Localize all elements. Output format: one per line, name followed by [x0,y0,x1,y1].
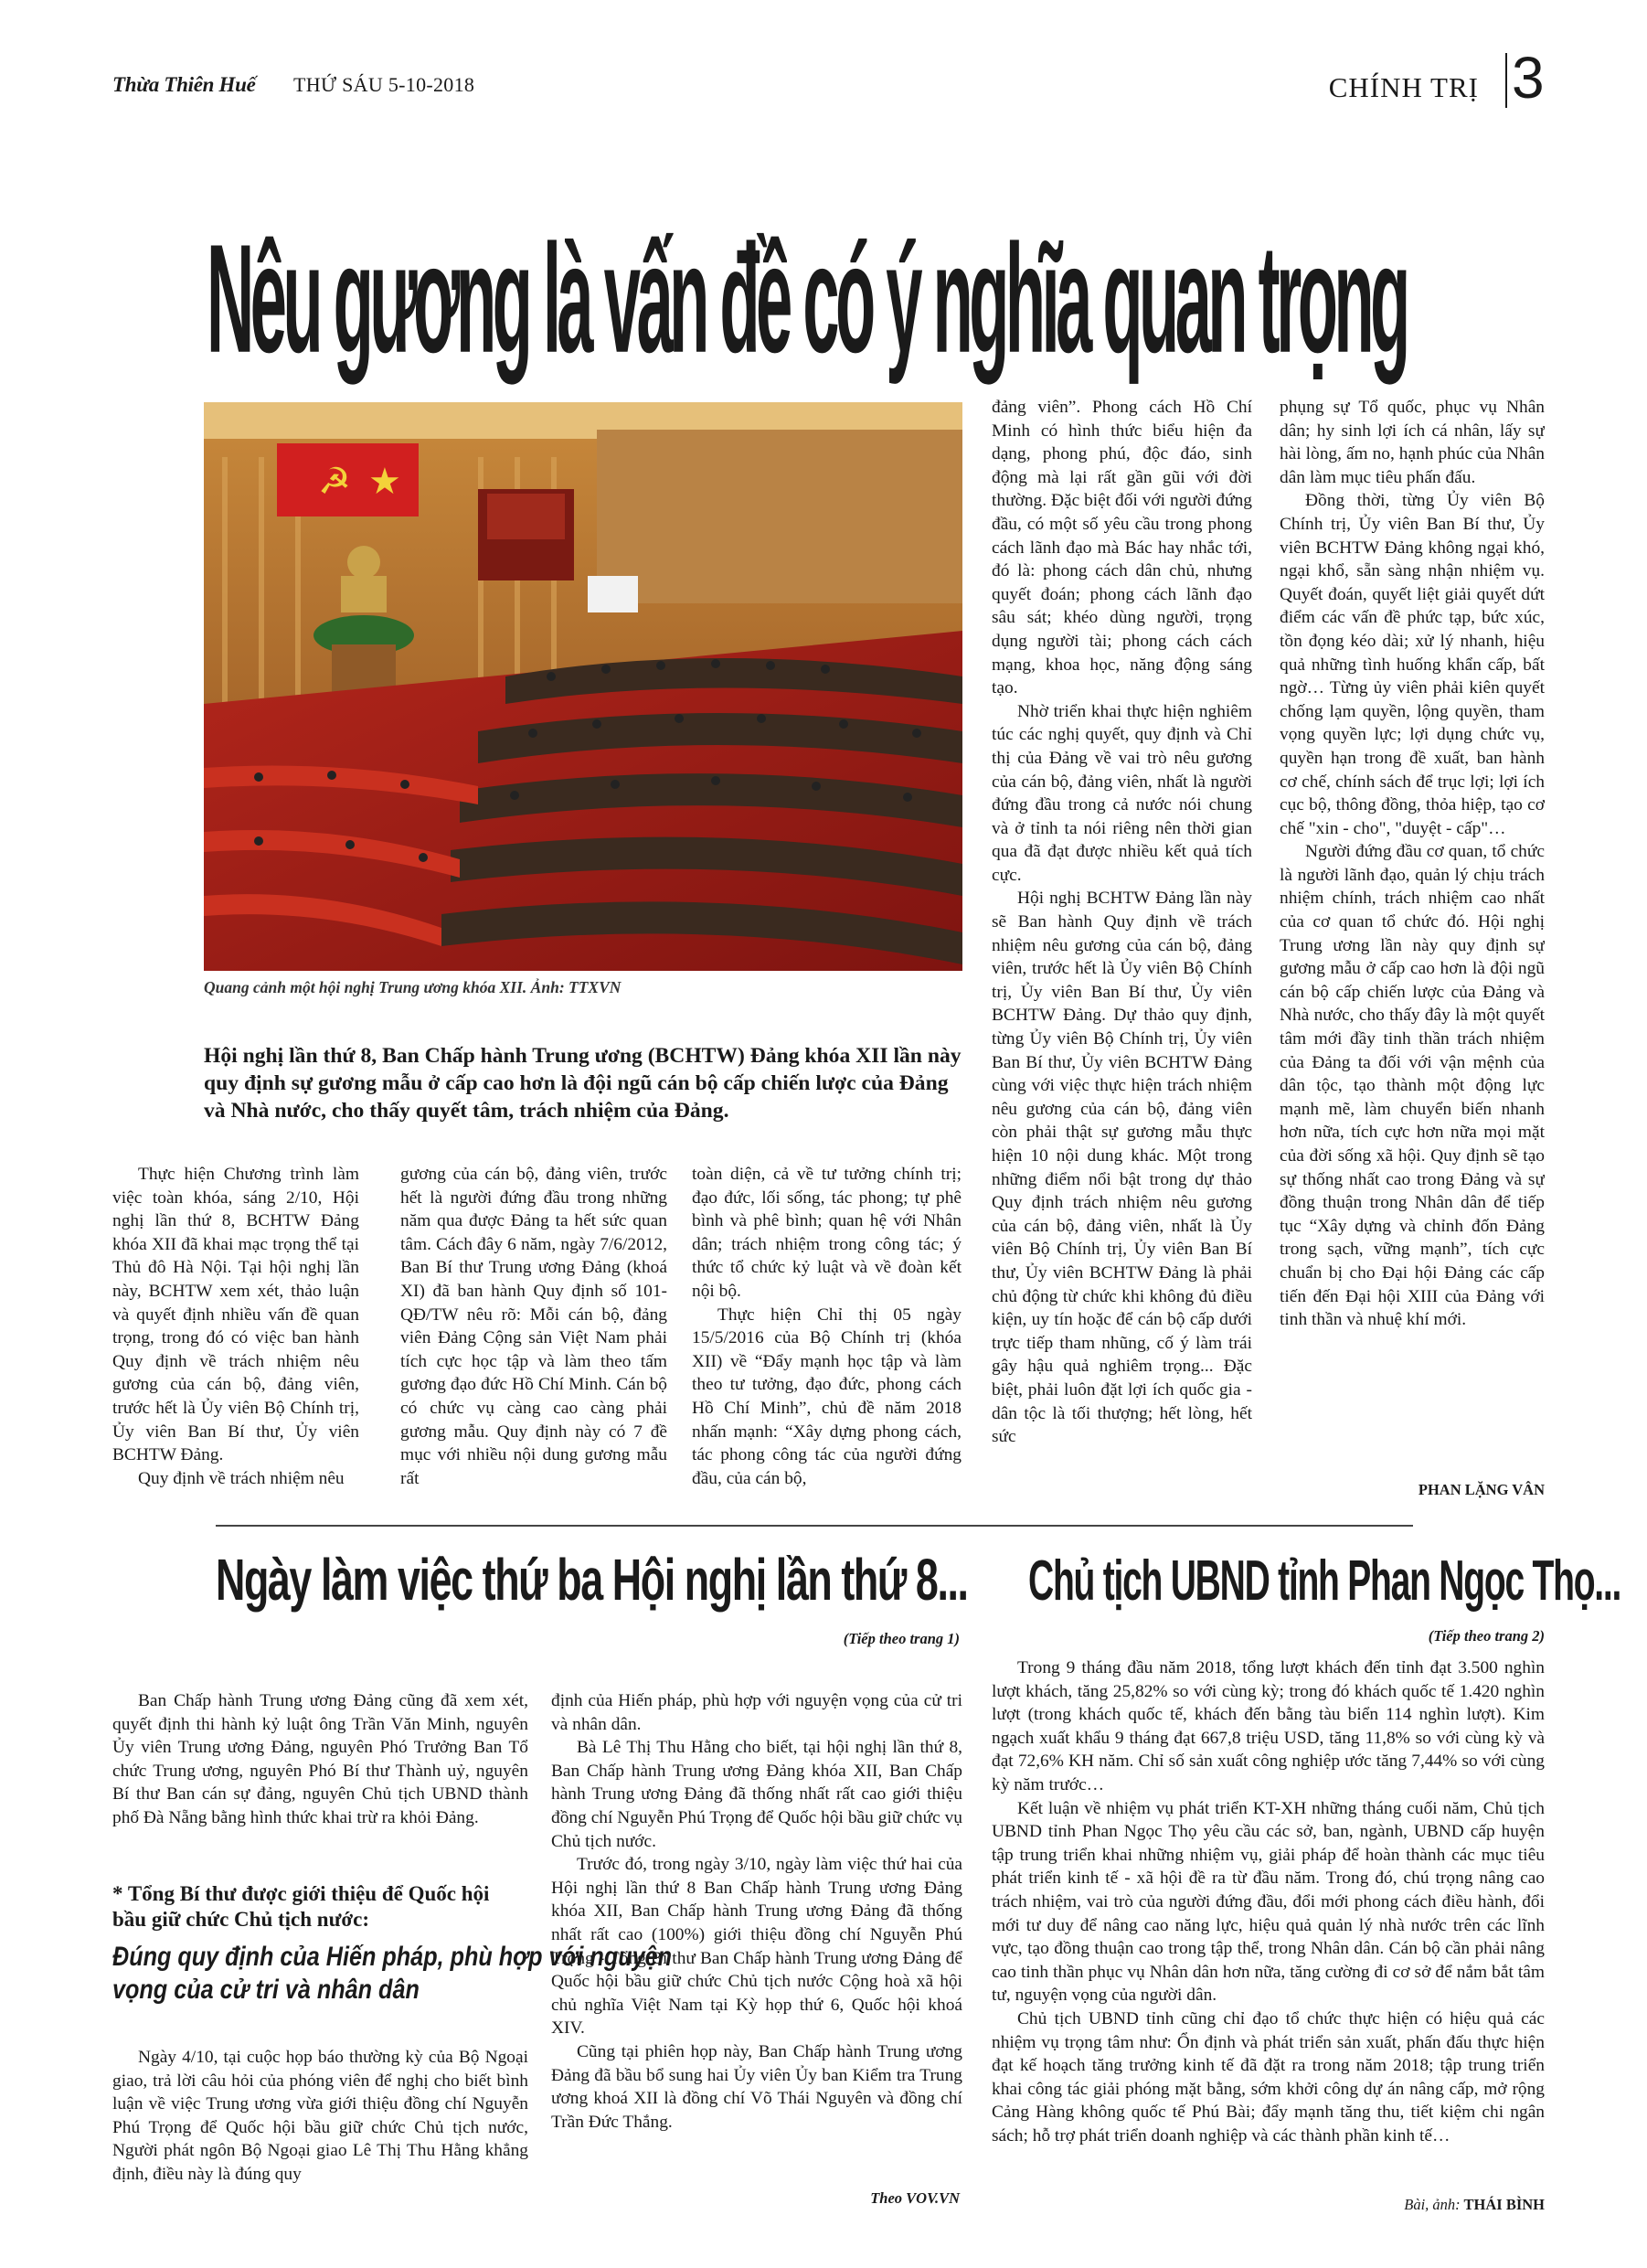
article-column-1 [112,1163,359,1519]
paper-name: Thừa Thiên Huế [112,73,256,96]
story2-column-1b [112,2046,528,2188]
paragraph: Ban Chấp hành Trung ương Đảng cũng đã xem xét, quyết định thi hành kỷ luật ông Trần Văn Minh, nguyên Ủy viên Trung ương Đảng, nguyên Phó Trưởng Ban Tổ chức Trung ương, nguyên Phó Bí thư Thành uỷ, nguyên Bí thư Ban cán sự đảng, nguyên Chủ tịch UBND thành phố Đà Nẵng bằng hình thức khai trừ ra khỏi Đảng. [112,1691,528,1827]
story3-column [992,1656,1545,2187]
story2-subhead: * Tổng Bí thư được giới thiệu để Quốc hội bầu giữ chức Chủ tịch nước: [112,1882,490,1931]
paragraph: toàn diện, cả về tư tưởng chính trị; đạo đức, lối sống, tác phong; tự phê bình và phê bình; quan hệ với Nhân dân; trách nhiệm trong công tác; ý thức tổ chức kỷ luật và về đoàn kết nội bộ. [692,1165,962,1301]
story2-title: Ngày làm việc thứ ba Hội nghị lần thứ 8... [216,1547,968,1613]
conference-photo [204,402,962,971]
paragraph: Thực hiện Chỉ thị 05 ngày 15/5/2016 của Bộ Chính trị (khóa XII) về “Đẩy mạnh học tập và làm theo tư tưởng, đạo đức, phong cách Hồ Chí Minh”, chủ đề năm 2018 nhấn mạnh: “Xây dựng phong cách, tác phong công tác của người đứng đầu, của cán bộ, [692,1304,962,1488]
article-column-2 [400,1163,667,1519]
paragraph: Cũng tại phiên họp này, Ban Chấp hành Trung ương Đảng đã bầu bổ sung hai Ủy viên Ủy ban Kiểm tra Trung ương khoá XII là đồng chí Võ Thái Nguyên và đồng chí Trần Đức Thắng. [551,2041,962,2132]
paragraph: Chủ tịch UBND tỉnh cũng chỉ đạo tổ chức thực hiện có hiệu quả các nhiệm vụ trọng tâm như: Ổn định và phát triển sản xuất, phấn đấu thực hiện đạt kế hoạch tăng trưởng kinh tế đã đặt ra trong năm 2018; tập trung triển khai công tác giải phóng mặt bằng, sớm khởi công dự án nâng cấp, mở rộng Cảng Hàng không quốc tế Phú Bài; đẩy mạnh tăng thu, tiết kiệm chi ngân sách; hỗ trợ phát triển doanh nghiệp và các thành phần kinh tế… [992,2008,1545,2146]
paragraph: Bà Lê Thị Thu Hằng cho biết, tại hội nghị lần thứ 8, Ban Chấp hành Trung ương Đảng khóa XII, Ban Chấp hành Trung ương Đảng đã thống nhất rất cao giới thiệu đồng chí Nguyễn Phú Trọng để Quốc hội bầu giữ chức vụ Chủ tịch nước. [551,1738,962,1851]
section-name: CHÍNH TRỊ [1328,71,1479,103]
paragraph: Nhờ triển khai thực hiện nghiêm túc các nghị quyết, quy định và Chỉ thị của Đảng về vai trò nêu gương của cán bộ, đảng viên, nhất là người đứng đầu trong cả nước nói chung và ở tỉnh ta nói riêng nên thời gian qua đã đạt được nhiều kết quả tích cực. [992,701,1252,885]
paragraph: Kết luận về nhiệm vụ phát triển KT-XH những tháng cuối năm, Chủ tịch UBND tỉnh Phan Ngọc Thọ yêu cầu các sở, ban, ngành, UBND cấp huyện tập trung triển khai những nhiệm vụ, giải pháp để hoàn thành các mục tiêu phát triển kinh tế - xã hội đề ra từ đầu năm. Trong đó, chú trọng nâng cao trách nhiệm, vai trò của người đứng đầu, đổi mới phong cách điều hành, đổi mới tư duy để nâng cao năng lực, hiệu quả quản lý nhà nước trên các lĩnh vực, tạo đồng thuận cao trong tập thể, trong Nhân dân. Cán bộ cần phải nâng cao tinh thần phục vụ Nhân dân hơn nữa, tăng cường đi cơ sở để nắm bắt tâm tư, nguyện vọng của người dân. [992,1798,1545,2006]
story2-subhead-title: Đúng quy định của Hiến pháp, phù hợp với nguyện vọng của cử tri và nhân dân [112,1942,673,2005]
story2-column-1 [112,1689,528,1872]
article-byline: PHAN LẶNG VÂN [1418,1481,1545,1498]
page-number: 3 [1512,45,1545,111]
story3-continued: (Tiếp theo trang 2) [1428,1627,1545,1645]
article-column-5 [1280,396,1545,1479]
story3-byline [1280,2196,1545,2214]
paragraph: đảng viên”. Phong cách Hồ Chí Minh có hình thức biểu hiện đa dạng, phong phú, độc đáo, sinh động mà lại rất gần gũi với đời thường. Đặc biệt đối với người đứng đầu, có một số yêu cầu trong phong cách lãnh đạo mà Bác hay nhắc tới, đó là: phong cách dân chủ, nhưng quyết đoán; phong cách lãnh đạo sâu sát; khéo dùng người, trọng dụng người tài; phong cách cách mạng, khoa học, năng động sáng tạo. [992,398,1252,698]
article-column-4 [992,396,1252,1520]
story3-title: Chủ tịch UBND tỉnh Phan Ngọc Thọ... [1028,1549,1621,1613]
article-lead: Hội nghị lần thứ 8, Ban Chấp hành Trung ương (BCHTW) Đảng khóa XII lần này quy định sự gương mẫu ở cấp cao hơn là đội ngũ cán bộ cấp chiến lược của Đảng và Nhà nước, cho thấy quyết tâm, trách nhiệm của Đảng. [204,1044,962,1123]
paragraph: Quy định về trách nhiệm nêu [138,1468,345,1488]
paragraph: phụng sự Tổ quốc, phục vụ Nhân dân; hy sinh lợi ích cá nhân, lấy sự hài lòng, ấm no, hạnh phúc của Nhân dân làm mục tiêu phấn đấu. [1280,398,1545,487]
paragraph: Thực hiện Chương trình làm việc toàn khóa, sáng 2/10, Hội nghị lần thứ 8, BCHTW Đảng khóa XII đã khai mạc trọng thể tại Thủ đô Hà Nội. Tại hội nghị lần này, BCHTW xem xét, thảo luận và quyết định nhiều vấn đề quan trọng, trong đó có việc ban hành Quy định về trách nhiệm nêu gương của cán bộ, đảng viên, trước hết là Ủy viên Bộ Chính trị, Ủy viên Ban Bí thư, Ủy viên BCHTW Đảng. [112,1165,359,1465]
masthead [112,73,474,97]
paragraph: Ngày 4/10, tại cuộc họp báo thường kỳ của Bộ Ngoại giao, trả lời câu hỏi của phóng viên để nghị cho biết bình luận về việc Trung ương vừa giới thiệu đồng chí Nguyễn Phú Trọng để Quốc hội bầu giữ chức Chủ tịch nước, Người phát ngôn Bộ Ngoại giao Lê Thị Thu Hằng khẳng định, điều này là đúng quy [112,2048,528,2184]
svg-text:★: ★ [368,461,401,503]
paragraph: Đồng thời, từng Ủy viên Bộ Chính trị, Ủy viên Ban Bí thư, Ủy viên BCHTW Đảng không ngại khó, ngại khổ, sẵn sàng nhận nhiệm vụ. Quyết đoán, quyết liệt giải quyết dứt điểm các vấn đề phức tạp, bức xúc, tồn đọng kéo dài; xử lý nhanh, hiệu quả những tình huống khẩn cấp, bất ngờ… Từng ủy viên phải kiên quyết chống lạm quyền, lộng quyền, tham vọng quyền lực; lợi dụng chức vụ, quyền hạn trong đề xuất, ban hành cơ chế, chính sách để trục lợi; lợi ích cục bộ, thông đồng, thỏa hiệp, tạo cơ chế "xin - cho", "duyệt - cấp"… [1280,491,1545,838]
story2-continued: (Tiếp theo trang 1) [843,1630,960,1647]
section-divider [216,1525,1413,1527]
article-column-3 [692,1163,962,1519]
paragraph: gương của cán bộ, đảng viên, trước hết là người đứng đầu trong những năm qua được Đảng ta hết sức quan tâm. Cách đây 6 năm, ngày 7/6/2012, Ban Bí thư Trung ương Đảng (khoá XI) đã ban hành Quy định số 101-QĐ/TW nêu rõ: Mỗi cán bộ, đảng viên Đảng Cộng sản Việt Nam phải tích cực học tập và làm theo tấm gương đạo đức Hồ Chí Minh. Cán bộ có chức vụ càng cao càng phải gương mẫu. Quy định này có 7 đề mục với nhiều nội dung gương mẫu rất [400,1165,667,1488]
issue-date: THỨ SÁU 5-10-2018 [293,73,475,96]
byline-author: THÁI BÌNH [1463,2196,1545,2213]
byline-prefix: Bài, ảnh: [1404,2196,1461,2213]
paragraph: Hội nghị BCHTW Đảng lần này sẽ Ban hành Quy định về trách nhiệm nêu gương của cán bộ, đảng viên, trước hết là Ủy viên Bộ Chính trị, Ủy viên Ban Bí thư, Ủy viên BCHTW Đảng. Dự thảo quy định, từng Ủy viên Bộ Chính trị, Ủy viên Ban Bí thư, Ủy viên BCHTW Đảng cùng với việc thực hiện trách nhiệm nêu gương của cán bộ, đảng viên còn phải thật sự gương mẫu thực hiện 10 nội dung khác. Một trong những điểm nổi bật trong dự thảo Quy định trách nhiệm nêu gương của cán bộ, đảng viên, nhất là Ủy viên Bộ Chính trị, Ủy viên Ban Bí thư, Ủy viên BCHTW Đảng là phải chủ động từ chức khi không đủ điều kiện, uy tín hoặc để cán bộ cấp dưới trực tiếp tham nhũng, cố ý làm trái gây hậu quả nghiêm trọng... Đặc biệt, phải luôn đặt lợi ích quốc gia - dân tộc là tối thượng; hết lòng, hết sức [992,889,1252,1447]
paragraph: Người đứng đầu cơ quan, tổ chức là người lãnh đạo, quản lý chịu trách nhiệm chính, trách nhiệm cao nhất của cơ quan tổ chức đó. Hội nghị Trung ương lần này quy định sự gương mẫu ở cấp cao hơn là đội ngũ cán bộ cấp chiến lược của Đảng và Nhà nước, cho thấy đây là một quyết tâm mới đầy tinh thần trách nhiệm của Đảng ta đối với vận mệnh của dân tộc, tạo thành một động lực mạnh mẽ, làm chuyển biến nhanh hơn nữa, tích cực hơn nữa mọi mặt của đời sống xã hội. Quy định sẽ tạo sự thống nhất cao trong Đảng và sự đồng thuận trong Nhân dân để tiếp tục “Xây dựng và chỉnh đốn Đảng trong sạch, vững mạnh”, tích cực chuẩn bị cho Đại hội Đảng các cấp tiến đến Đại hội XIII của Đảng với tinh thần và nhuệ khí mới. [1280,842,1545,1330]
main-headline: Nêu gương là vấn đề có ý nghĩa quan trọng [207,212,1407,386]
paragraph: Trước đó, trong ngày 3/10, ngày làm việc thứ hai của Hội nghị lần thứ 8 Ban Chấp hành Trung ương Đảng khóa XII, Ban Chấp hành Trung ương Đảng đã thống nhất rất cao (100%) giới thiệu đồng chí Nguyễn Phú Trọng - Tổng Bí thư Ban Chấp hành Trung ương Đảng để Quốc hội bầu giữ chức Chủ tịch nước Cộng hoà xã hội chủ nghĩa Việt Nam tại Kỳ họp thứ 6, Quốc hội khoá XIV. [551,1855,962,2039]
conference-hall-image [204,402,962,971]
photo-caption: Quang cảnh một hội nghị Trung ương khóa XII. Ảnh: TTXVN [204,978,622,996]
paragraph: định của Hiến pháp, phù hợp với nguyện vọng của cử tri và nhân dân. [551,1691,962,1734]
svg-text:☭: ☭ [318,461,351,503]
header-divider [1505,53,1507,108]
paragraph: Trong 9 tháng đầu năm 2018, tổng lượt khách đến tỉnh đạt 3.500 nghìn lượt khách, tăng 25,82% so với cùng kỳ; trong đó khách quốc tế 1.420 nghìn lượt (trong khách quốc tế, khách đến bằng tàu biển 114 nghìn lượt). Kim ngạch xuất khẩu 9 tháng đạt 667,8 triệu USD, tăng 11,8% so với cùng kỳ và đạt 72,6% KH năm. Chỉ số sản xuất công nghiệp ước tăng 7,44% so với cùng kỳ năm trước… [992,1658,1545,1794]
story2-byline: Theo VOV.VN [870,2189,960,2207]
story2-column-2 [551,1689,962,2188]
